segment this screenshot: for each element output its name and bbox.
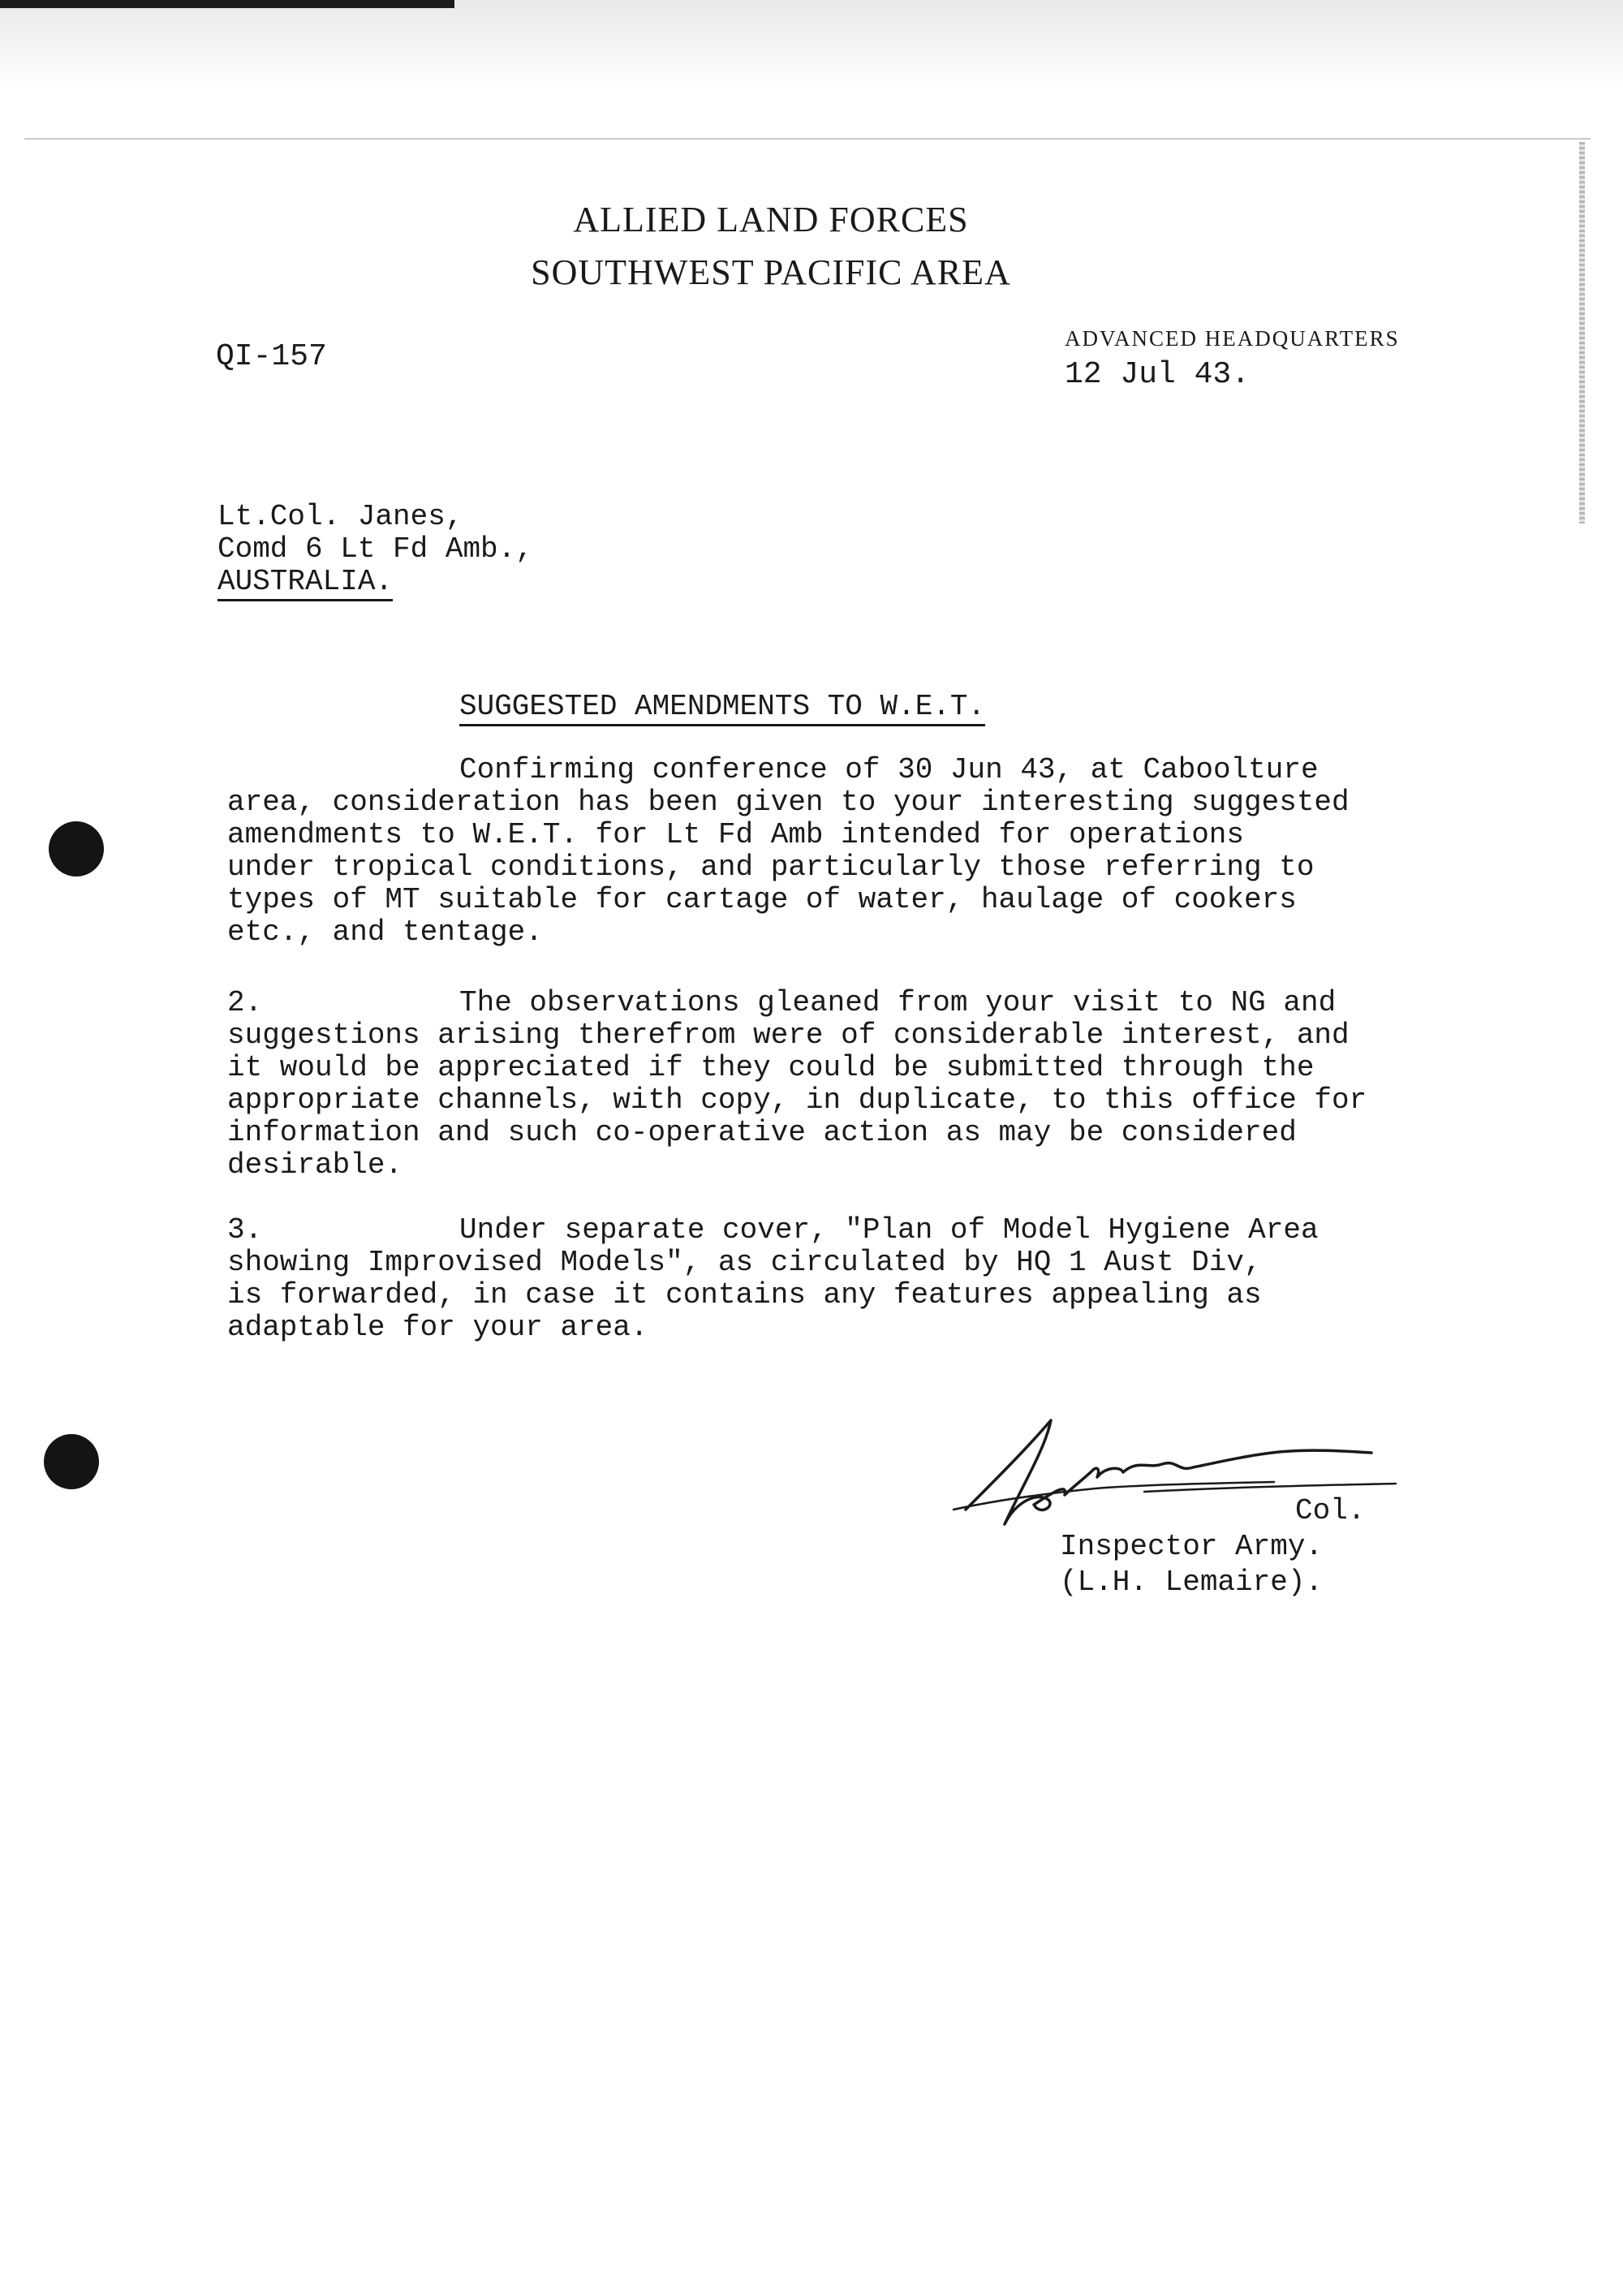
paragraph-1-line-3: amendments to W.E.T. for Lt Fd Amb intended for operations (227, 818, 1245, 851)
paragraph-3-line-4: adaptable for your area. (227, 1311, 648, 1344)
paragraph-1-line-1: Confirming conference of 30 Jun 43, at Caboolture (459, 753, 1319, 786)
paragraph-2-line-2: suggestions arising therefrom were of considerable interest, and (227, 1019, 1350, 1052)
signature-rank: Col. (1295, 1494, 1366, 1527)
paragraph-3-line-3: is forwarded, in case it contains any features appealing as (227, 1278, 1262, 1312)
reference-number: QI-157 (216, 339, 327, 374)
signature-name: (L.H. Lemaire). (1060, 1566, 1324, 1599)
paragraph-2-line-5: information and such co-operative action as may be considered (227, 1116, 1297, 1149)
scan-top-shading (0, 0, 1623, 85)
addressee-line-1: Lt.Col. Janes, (217, 500, 463, 533)
paragraph-1-line-4: under tropical conditions, and particularly those referring to (227, 851, 1315, 884)
scan-fold-line (24, 138, 1591, 140)
paragraph-2-line-3: it would be appreciated if they could be submitted through the (227, 1051, 1315, 1084)
letterhead-line-2: SOUTHWEST PACIFIC AREA (531, 252, 1011, 292)
letterhead-line-1: ALLIED LAND FORCES (573, 200, 969, 239)
paragraph-1-line-5: types of MT suitable for cartage of water, haulage of cookers (227, 883, 1297, 916)
paragraph-2-line-6: desirable. (227, 1148, 403, 1182)
subject-text: SUGGESTED AMENDMENTS TO W.E.T. (459, 690, 985, 726)
scan-page-edge (1579, 142, 1585, 523)
paragraph-1-line-6: etc., and tentage. (227, 915, 543, 949)
letter-date: 12 Jul 43. (1065, 357, 1251, 392)
paragraph-2-number: 2. (227, 986, 263, 1019)
paragraph-2-line-1: The observations gleaned from your visit to NG and (459, 986, 1337, 1019)
subject-line (459, 691, 985, 723)
paragraph-3-line-1: Under separate cover, "Plan of Model Hygiene Area (459, 1213, 1319, 1247)
paragraph-1-line-2: area, consideration has been given to your interesting suggested (227, 786, 1350, 819)
paragraph-3-number: 3. (227, 1213, 263, 1247)
addressee-line-3 (217, 566, 393, 598)
paragraph-3-line-2: showing Improvised Models", as circulated by HQ 1 Aust Div, (227, 1246, 1262, 1279)
paragraph-2-line-4: appropriate channels, with copy, in duplicate, to this office for (227, 1083, 1367, 1117)
punch-hole-bottom (44, 1434, 99, 1489)
addressee-line-2: Comd 6 Lt Fd Amb., (217, 532, 533, 566)
addressee-country: AUSTRALIA. (217, 565, 393, 601)
signature-title: Inspector Army. (1060, 1530, 1324, 1563)
punch-hole-top (49, 821, 104, 877)
headquarters-label: ADVANCED HEADQUARTERS (1065, 326, 1400, 351)
scan-top-edge (0, 0, 454, 8)
